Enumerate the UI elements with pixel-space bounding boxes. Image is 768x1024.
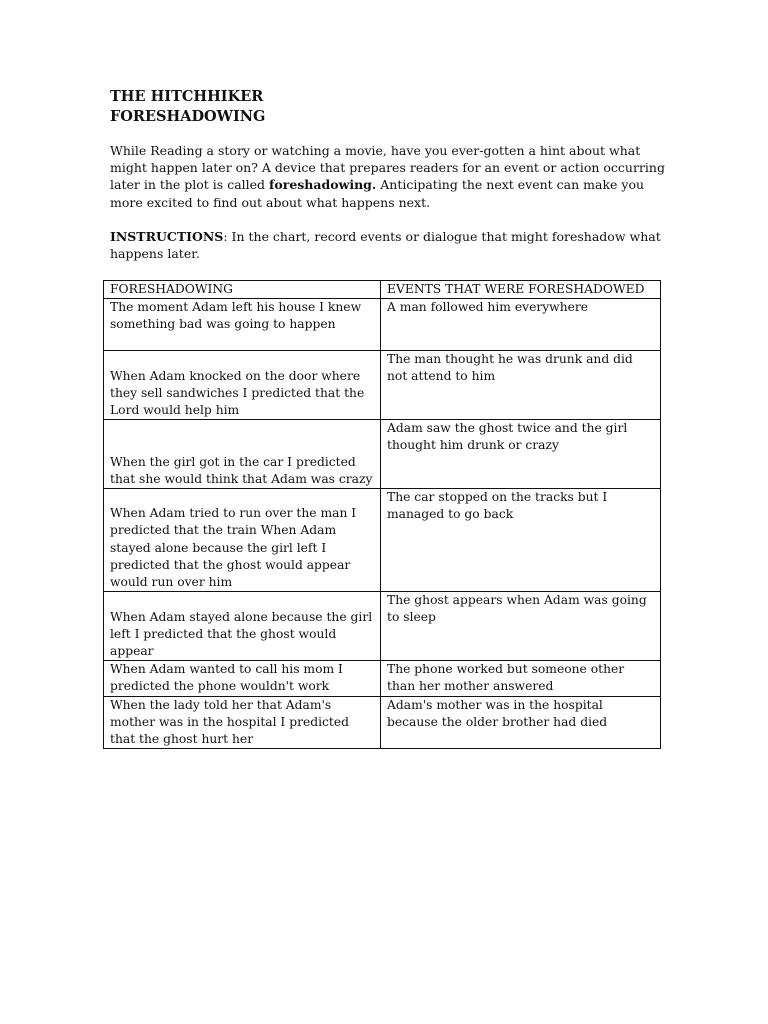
instructions-label: INSTRUCTIONS xyxy=(110,229,224,244)
event-cell: Adam's mother was in the hospital because the older brother had died xyxy=(381,696,661,749)
intro-term-bold: foreshadowing. xyxy=(269,177,377,193)
event-cell: A man followed him everywhere xyxy=(381,299,661,351)
table-row xyxy=(104,696,661,749)
table-row xyxy=(104,351,661,420)
foreshadowing-cell: When Adam stayed alone because the girl left I predicted that the ghost would appear xyxy=(104,592,381,661)
foreshadowing-cell: When Adam wanted to call his mom I predicted the phone wouldn't work xyxy=(104,661,381,696)
title-line-2: FORESHADOWING xyxy=(110,108,266,125)
intro-text-after: Anticipating the next event can make you more excited to find out about what happens next. xyxy=(110,177,645,210)
foreshadowing-cell: When Adam knocked on the door where they sell sandwiches I predicted that the Lord would help him xyxy=(104,351,381,420)
table-header-row xyxy=(104,281,661,299)
instructions-text: : In the chart, record events or dialogue that might foreshadow what happens later. xyxy=(110,229,661,262)
column-header-foreshadowing: FORESHADOWING xyxy=(104,281,381,299)
table-row xyxy=(104,592,661,661)
event-cell: Adam saw the ghost twice and the girl thought him drunk or crazy xyxy=(381,420,661,489)
foreshadowing-cell: When Adam tried to run over the man I predicted that the train When Adam stayed alone because the girl left I predicted that the ghost would appear would run over him xyxy=(104,489,381,592)
intro-text-before: While Reading a story or watching a movie, have you ever-gotten a hint about what might happen later on? A device that prepares readers for an event or action occurring later in the plot is called xyxy=(110,143,665,193)
foreshadowing-cell: When the girl got in the car I predicted that she would think that Adam was crazy xyxy=(104,420,381,489)
table-row xyxy=(104,489,661,592)
event-cell: The phone worked but someone other than her mother answered xyxy=(381,661,661,696)
document-title xyxy=(110,87,265,127)
event-cell: The man thought he was drunk and did not attend to him xyxy=(381,351,661,420)
table-row xyxy=(104,420,661,489)
event-cell: The ghost appears when Adam was going to sleep xyxy=(381,592,661,661)
title-line-1: THE HITCHHIKER xyxy=(110,88,264,105)
foreshadowing-cell: When the lady told her that Adam's mother was in the hospital I predicted that the ghost hurt her xyxy=(104,696,381,749)
instructions-paragraph xyxy=(110,228,670,262)
table-row xyxy=(104,661,661,696)
column-header-events: EVENTS THAT WERE FORESHADOWED xyxy=(381,281,661,299)
foreshadowing-cell: The moment Adam left his house I knew something bad was going to happen xyxy=(104,299,381,351)
table-row xyxy=(104,299,661,351)
foreshadowing-chart xyxy=(103,280,661,749)
event-cell: The car stopped on the tracks but I managed to go back xyxy=(381,489,661,592)
intro-paragraph xyxy=(110,142,670,211)
